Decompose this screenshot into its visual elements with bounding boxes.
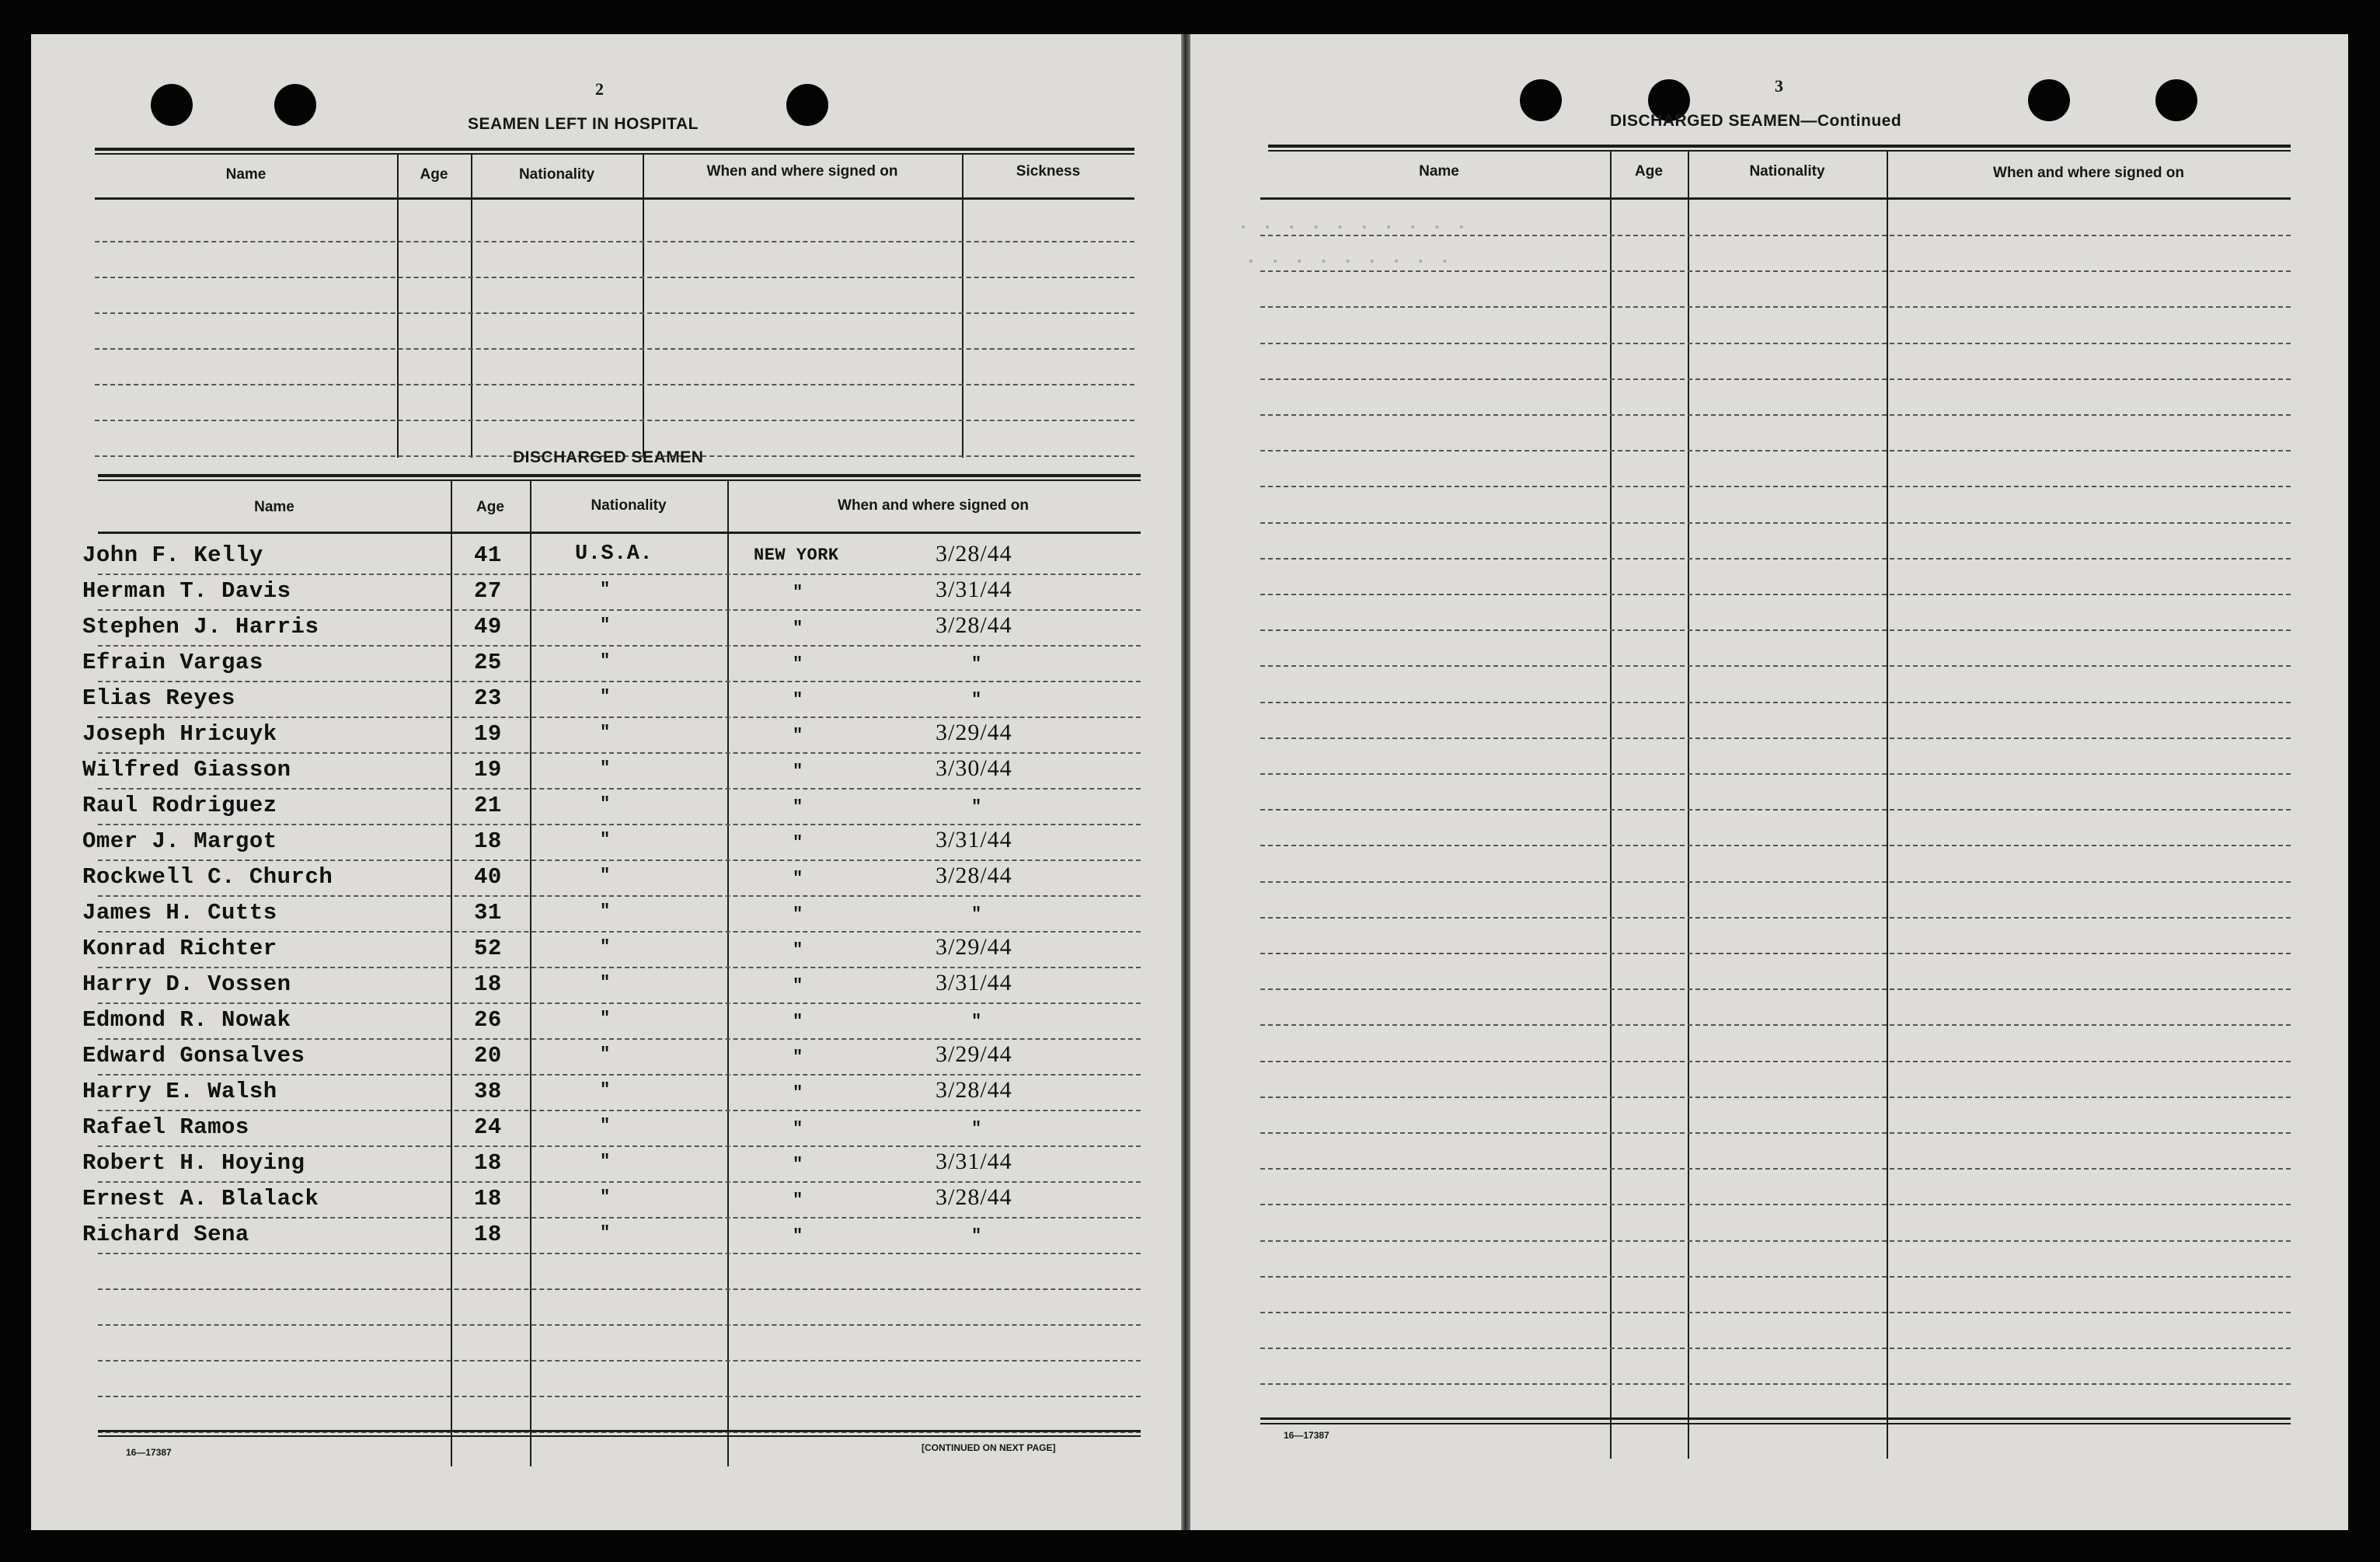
- signed-on-date: 3/28/44: [936, 612, 1012, 638]
- page-3: [1190, 34, 2348, 1530]
- seaman-age: 25: [474, 650, 502, 675]
- place-ditto: ": [793, 1083, 803, 1103]
- seaman-nationality: U.S.A.: [575, 542, 653, 566]
- signed-on-date: 3/28/44: [936, 1184, 1012, 1210]
- nationality-ditto: ": [600, 1116, 611, 1135]
- seaman-name: Harry D. Vossen: [82, 971, 291, 997]
- date-ditto: ": [971, 690, 982, 710]
- seaman-age: 18: [474, 1150, 502, 1176]
- seaman-age: 19: [474, 721, 502, 747]
- punch-hole: [1520, 79, 1562, 121]
- place-ditto: ": [793, 762, 803, 781]
- seaman-name: Wilfred Giasson: [82, 757, 291, 783]
- seaman-name: Konrad Richter: [82, 936, 277, 961]
- nationality-ditto: ": [600, 687, 611, 706]
- nationality-ditto: ": [600, 937, 611, 957]
- nationality-ditto: ": [600, 866, 611, 885]
- hospital-col-name: Name: [225, 166, 267, 183]
- discharged-col-nationality: Nationality: [591, 497, 667, 514]
- nationality-ditto: ": [600, 1009, 611, 1028]
- seaman-name: Harry E. Walsh: [82, 1079, 277, 1104]
- seaman-name: Rockwell C. Church: [82, 864, 333, 890]
- seaman-age: 18: [474, 1186, 502, 1212]
- signed-on-date: 3/28/44: [936, 1077, 1012, 1103]
- hospital-col-nationality: Nationality: [518, 166, 595, 183]
- signed-on-date: 3/28/44: [936, 541, 1012, 567]
- nationality-ditto: ": [600, 973, 611, 992]
- seaman-name: Edmond R. Nowak: [82, 1007, 291, 1033]
- place-ditto: ": [793, 1155, 803, 1174]
- seaman-name: Stephen J. Harris: [82, 614, 319, 640]
- seaman-name: Ernest A. Blalack: [82, 1186, 319, 1212]
- seaman-age: 21: [474, 793, 502, 818]
- signed-on-date: 3/31/44: [936, 577, 1012, 602]
- form-code: 16—17387: [1284, 1430, 1329, 1441]
- nationality-ditto: ": [600, 901, 611, 921]
- nationality-ditto: ": [600, 794, 611, 814]
- place-ditto: ": [793, 583, 803, 602]
- seaman-age: 40: [474, 864, 502, 890]
- signed-on-date: 3/29/44: [936, 934, 1012, 960]
- seaman-age: 52: [474, 936, 502, 961]
- date-ditto: ": [971, 654, 982, 674]
- place-ditto: ": [793, 690, 803, 710]
- nationality-ditto: ": [600, 1152, 611, 1171]
- seaman-age: 23: [474, 685, 502, 711]
- page-2: [31, 34, 1181, 1530]
- place-ditto: ": [793, 905, 803, 924]
- nationality-ditto: ": [600, 1223, 611, 1243]
- continued-col-nationality: Nationality: [1749, 163, 1825, 180]
- bleed-through-text: . . . . . . . . . .: [1237, 211, 1468, 235]
- continued-section-title: DISCHARGED SEAMEN—Continued: [1610, 112, 1902, 130]
- discharged-col-signed-on: When and where signed on: [838, 497, 1029, 514]
- seaman-age: 49: [474, 614, 502, 640]
- signed-on-date: 3/29/44: [936, 720, 1012, 745]
- punch-hole: [274, 84, 316, 126]
- place-ditto: ": [793, 654, 803, 674]
- signed-on-date: 3/29/44: [936, 1041, 1012, 1067]
- seaman-age: 41: [474, 542, 502, 568]
- nationality-ditto: ": [600, 758, 611, 778]
- place-ditto: ": [793, 940, 803, 960]
- seaman-name: Raul Rodriguez: [82, 793, 277, 818]
- seaman-name: Robert H. Hoying: [82, 1150, 305, 1176]
- seaman-age: 26: [474, 1007, 502, 1033]
- continued-col-name: Name: [1419, 163, 1459, 180]
- nationality-ditto: ": [600, 615, 611, 635]
- place-ditto: ": [793, 1012, 803, 1031]
- seaman-name: James H. Cutts: [82, 900, 277, 926]
- nationality-ditto: ": [600, 580, 611, 599]
- form-code: 16—17387: [126, 1447, 172, 1458]
- binding-fold: [1181, 34, 1190, 1530]
- date-ditto: ": [971, 1226, 982, 1246]
- signed-on-date: 3/30/44: [936, 755, 1012, 781]
- nationality-ditto: ": [600, 723, 611, 742]
- nationality-ditto: ": [600, 651, 611, 671]
- seaman-age: 19: [474, 757, 502, 783]
- nationality-ditto: ": [600, 1044, 611, 1064]
- continued-col-signed-on: When and where signed on: [1993, 165, 2184, 181]
- continued-col-age: Age: [1635, 163, 1663, 180]
- place-ditto: ": [793, 797, 803, 817]
- date-ditto: ": [971, 905, 982, 924]
- seaman-name: Elias Reyes: [82, 685, 235, 711]
- seaman-age: 18: [474, 1222, 502, 1247]
- punch-hole: [786, 84, 828, 126]
- discharged-section-title: DISCHARGED SEAMEN: [513, 448, 704, 466]
- punch-hole: [151, 84, 193, 126]
- place-ditto: ": [793, 1226, 803, 1246]
- date-ditto: ": [971, 797, 982, 817]
- place-ditto: ": [793, 869, 803, 888]
- discharged-col-name: Name: [254, 499, 294, 515]
- place-ditto: ": [793, 726, 803, 745]
- hospital-col-age: Age: [420, 166, 448, 183]
- seaman-name: Richard Sena: [82, 1222, 249, 1247]
- hospital-col-signed-on: When and where signed on: [706, 163, 898, 180]
- nationality-ditto: ": [600, 1187, 611, 1207]
- seaman-name: Edward Gonsalves: [82, 1043, 305, 1069]
- place-ditto: ": [793, 1119, 803, 1138]
- seaman-age: 18: [474, 828, 502, 854]
- seaman-age: 31: [474, 900, 502, 926]
- seaman-age: 20: [474, 1043, 502, 1069]
- bleed-through-text: . . . . . . . . .: [1245, 246, 1451, 269]
- seaman-name: Rafael Ramos: [82, 1114, 249, 1140]
- seaman-age: 38: [474, 1079, 502, 1104]
- seaman-name: Joseph Hricuyk: [82, 721, 277, 747]
- hospital-col-sickness: Sickness: [1016, 163, 1081, 180]
- seaman-age: 27: [474, 578, 502, 604]
- seaman-name: Herman T. Davis: [82, 578, 291, 604]
- place-ditto: ": [793, 619, 803, 638]
- discharged-col-age: Age: [476, 499, 504, 515]
- page-number: 3: [1775, 76, 1783, 96]
- nationality-ditto: ": [600, 1080, 611, 1100]
- continued-note: [CONTINUED ON NEXT PAGE]: [922, 1442, 1056, 1453]
- date-ditto: ": [971, 1119, 982, 1138]
- signed-on-date: 3/31/44: [936, 827, 1012, 852]
- seaman-name: Efrain Vargas: [82, 650, 263, 675]
- place-ditto: ": [793, 1048, 803, 1067]
- seaman-name: Omer J. Margot: [82, 828, 277, 854]
- hospital-section-title: SEAMEN LEFT IN HOSPITAL: [468, 115, 699, 133]
- signed-on-date: 3/31/44: [936, 1149, 1012, 1174]
- punch-hole: [2028, 79, 2070, 121]
- signed-on-date: 3/31/44: [936, 970, 1012, 995]
- seaman-name: John F. Kelly: [82, 542, 263, 568]
- date-ditto: ": [971, 1012, 982, 1031]
- nationality-ditto: ": [600, 830, 611, 849]
- signed-on-place: NEW YORK: [754, 546, 839, 565]
- seaman-age: 24: [474, 1114, 502, 1140]
- punch-hole: [2155, 79, 2197, 121]
- signed-on-date: 3/28/44: [936, 863, 1012, 888]
- place-ditto: ": [793, 1191, 803, 1210]
- page-number: 2: [595, 79, 604, 99]
- place-ditto: ": [793, 976, 803, 995]
- seaman-age: 18: [474, 971, 502, 997]
- place-ditto: ": [793, 833, 803, 852]
